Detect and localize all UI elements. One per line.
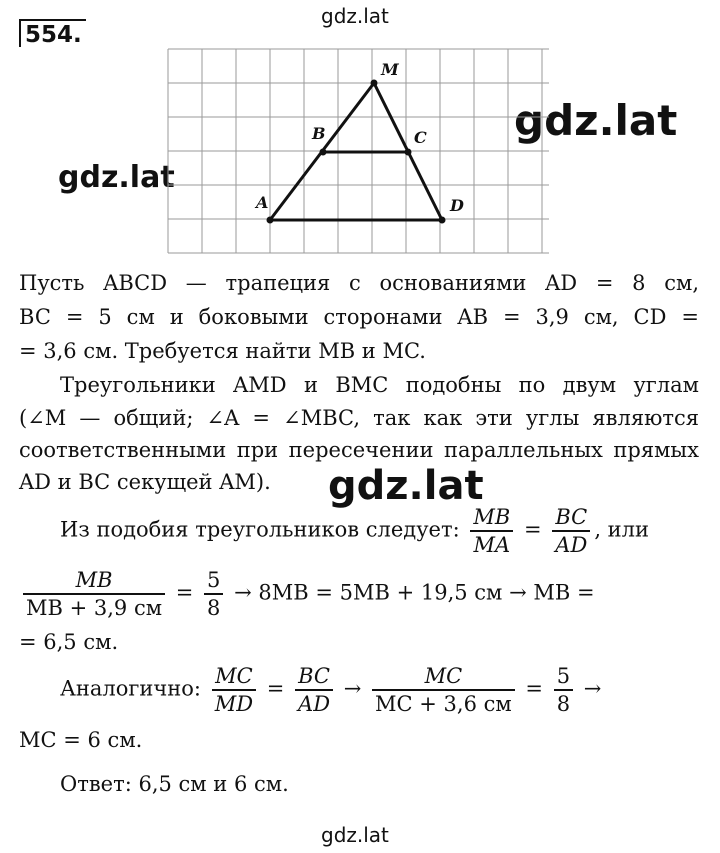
watermark-large-center: gdz.lat [328,463,484,509]
text-line: = 6,5 см. [19,630,119,654]
fraction: $\frac{BC}{AD}$ [295,663,333,717]
text-line: соответственными при пересечении параллельных прямых [19,438,699,462]
formula-line [19,567,595,621]
formula-line [60,663,601,717]
point-m [371,80,378,87]
equals-sign: = [175,580,194,605]
arrow: → [583,676,602,701]
formula-rest: → 8MB = 5MB + 19,5 см → MB = [234,580,595,605]
text-line: Пусть ABCD — трапеция с основаниями AD = 8 см, [19,271,699,295]
label-d: D [450,196,464,215]
problem-number: 554. [19,19,86,47]
equals-sign: = [266,676,285,701]
text-line: AD и BC секущей AM). [19,470,271,494]
watermark-top: gdz.lat [321,4,389,28]
fraction: $\frac{MB}{MB + 3,9 см}$ [23,567,165,621]
point-a [267,217,274,224]
text-tail: , или [594,517,649,542]
point-c [405,149,412,156]
point-b [320,149,327,156]
point-d [439,217,446,224]
text-line: (∠M — общий; ∠A = ∠MBC, так как эти углы являются [19,406,699,430]
text-lead: Аналогично: [60,676,202,701]
text-lead: Из подобия треугольников следует: [60,517,460,542]
fraction: $\frac{MB}{MA}$ [470,504,513,558]
watermark-bottom: gdz.lat [321,823,389,847]
text-line: = 3,6 см. Требуется найти MB и MC. [19,339,426,363]
answer-line: Ответ: 6,5 см и 6 см. [60,772,289,796]
label-c: C [414,128,427,147]
fraction: $\frac{MC}{MC + 3,6 см}$ [372,663,515,717]
text-line: Треугольники AMD и BMC подобны по двум углам [60,373,699,397]
equals-sign: = [525,676,544,701]
fraction: $\frac{5}{8}$ [204,567,223,621]
formula-line [60,504,649,558]
fraction: $\frac{MC}{MD}$ [212,663,256,717]
trapezoid-figure [0,0,720,260]
watermark-large-right: gdz.lat [514,96,678,145]
fraction: $\frac{BC}{AD}$ [552,504,590,558]
text-line: BC = 5 см и боковыми сторонами AB = 3,9 см, CD = [19,305,699,329]
text-line: MC = 6 см. [19,728,143,752]
label-a: A [256,193,269,212]
arrow: → [343,676,362,701]
label-b: B [312,124,326,143]
equals-sign: = [524,517,542,542]
fraction: $\frac{5}{8}$ [554,663,573,717]
watermark-large-left: gdz.lat [58,160,175,195]
label-m: M [381,60,399,79]
